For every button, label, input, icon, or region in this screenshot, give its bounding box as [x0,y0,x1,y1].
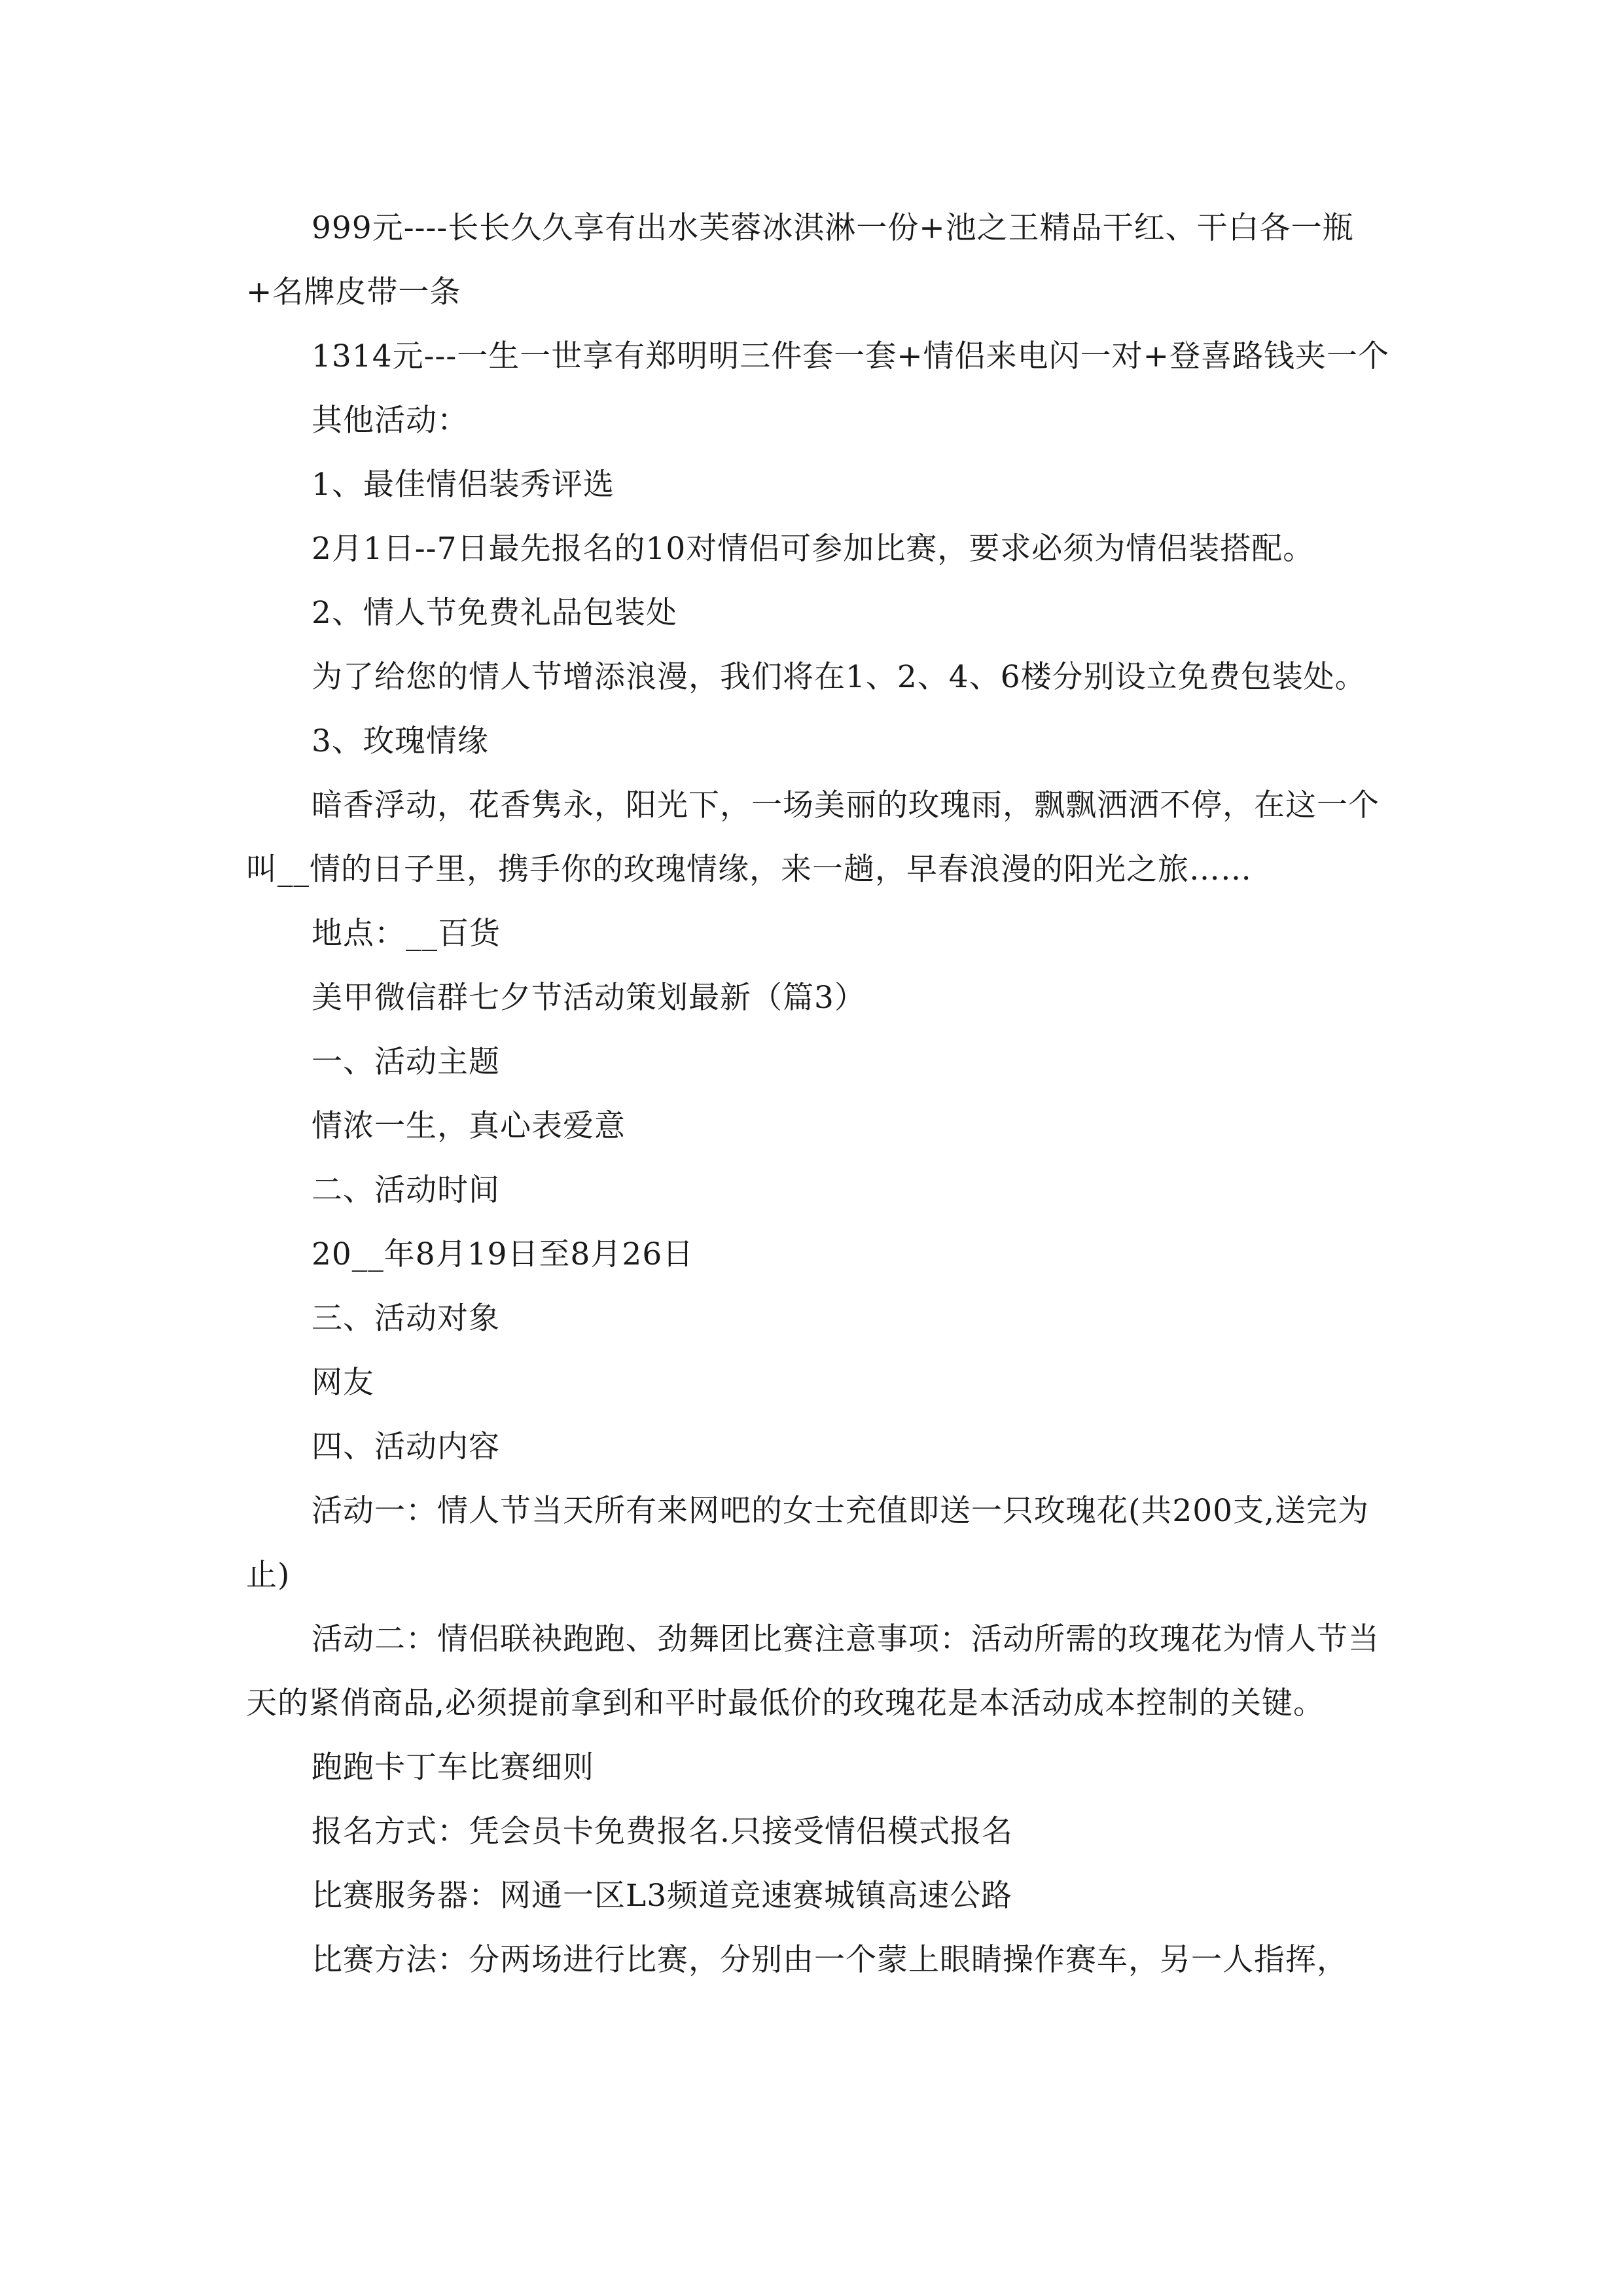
paragraph-couple-outfit-contest: 2月1日--7日最先报名的10对情侣可参加比赛，要求必须为情侣装搭配。 [312,531,1315,567]
paragraph-activity-theme: 情浓一生，真心表爱意 [312,1108,626,1144]
paragraph-location: 地点：__百货 [312,916,501,952]
paragraph-1314-package: 1314元---一生一世享有郑明明三件套一套+情侣来电闪一对+登喜路钱夹一个 [312,338,1390,374]
paragraph-server: 比赛服务器：网通一区L3频道竞速赛城镇高速公路 [312,1878,1013,1914]
heading-activity-theme: 一、活动主题 [312,1044,500,1080]
paragraph-rose-romance: 暗香浮动，花香隽永，阳光下，一场美丽的玫瑰雨，飘飘洒洒不停，在这一个叫__情的日子里，携手你的玫瑰情缘，来一趟，早春浪漫的阳光之旅…… [246,787,1380,888]
heading-activity-content: 四、活动内容 [312,1429,500,1465]
heading-gift-wrapping: 2、情人节免费礼品包装处 [312,595,677,631]
heading-activity-audience: 三、活动对象 [312,1300,500,1336]
heading-kart-race-rules: 跑跑卡丁车比赛细则 [312,1749,594,1785]
paragraph-activity-audience: 网友 [312,1365,374,1401]
heading-rose-romance: 3、玫瑰情缘 [312,723,489,759]
document-body [246,196,1398,1992]
heading-activity-time: 二、活动时间 [312,1172,500,1208]
paragraph-activity-time: 20__年8月19日至8月26日 [312,1236,694,1272]
heading-other-activities: 其他活动： [312,403,469,439]
paragraph-activity-two: 活动二：情侣联袂跑跑、劲舞团比赛注意事项：活动所需的玫瑰花为情人节当天的紧俏商品,必须提前拿到和平时最低价的玫瑰花是本活动成本控制的关键。 [246,1621,1380,1721]
heading-couple-outfit-contest: 1、最佳情侣装秀评选 [312,467,615,503]
paragraph-registration: 报名方式：凭会员卡免费报名.只接受情侣模式报名 [312,1814,1013,1850]
paragraph-999-package: 999元----长长久久享有出水芙蓉冰淇淋一份+池之王精品干红、干白各一瓶+名牌皮带一条 [246,210,1354,310]
paragraph-activity-one: 活动一：情人节当天所有来网吧的女士充值即送一只玫瑰花(共200支,送完为止) [246,1493,1369,1593]
paragraph-race-method: 比赛方法：分两场进行比赛，分别由一个蒙上眼睛操作赛车，另一人指挥， [312,1942,1348,1978]
paragraph-gift-wrapping: 为了给您的情人节增添浪漫，我们将在1、2、4、6楼分别设立免费包装处。 [312,659,1366,695]
section-title-part-3: 美甲微信群七夕节活动策划最新（篇3） [312,980,866,1016]
